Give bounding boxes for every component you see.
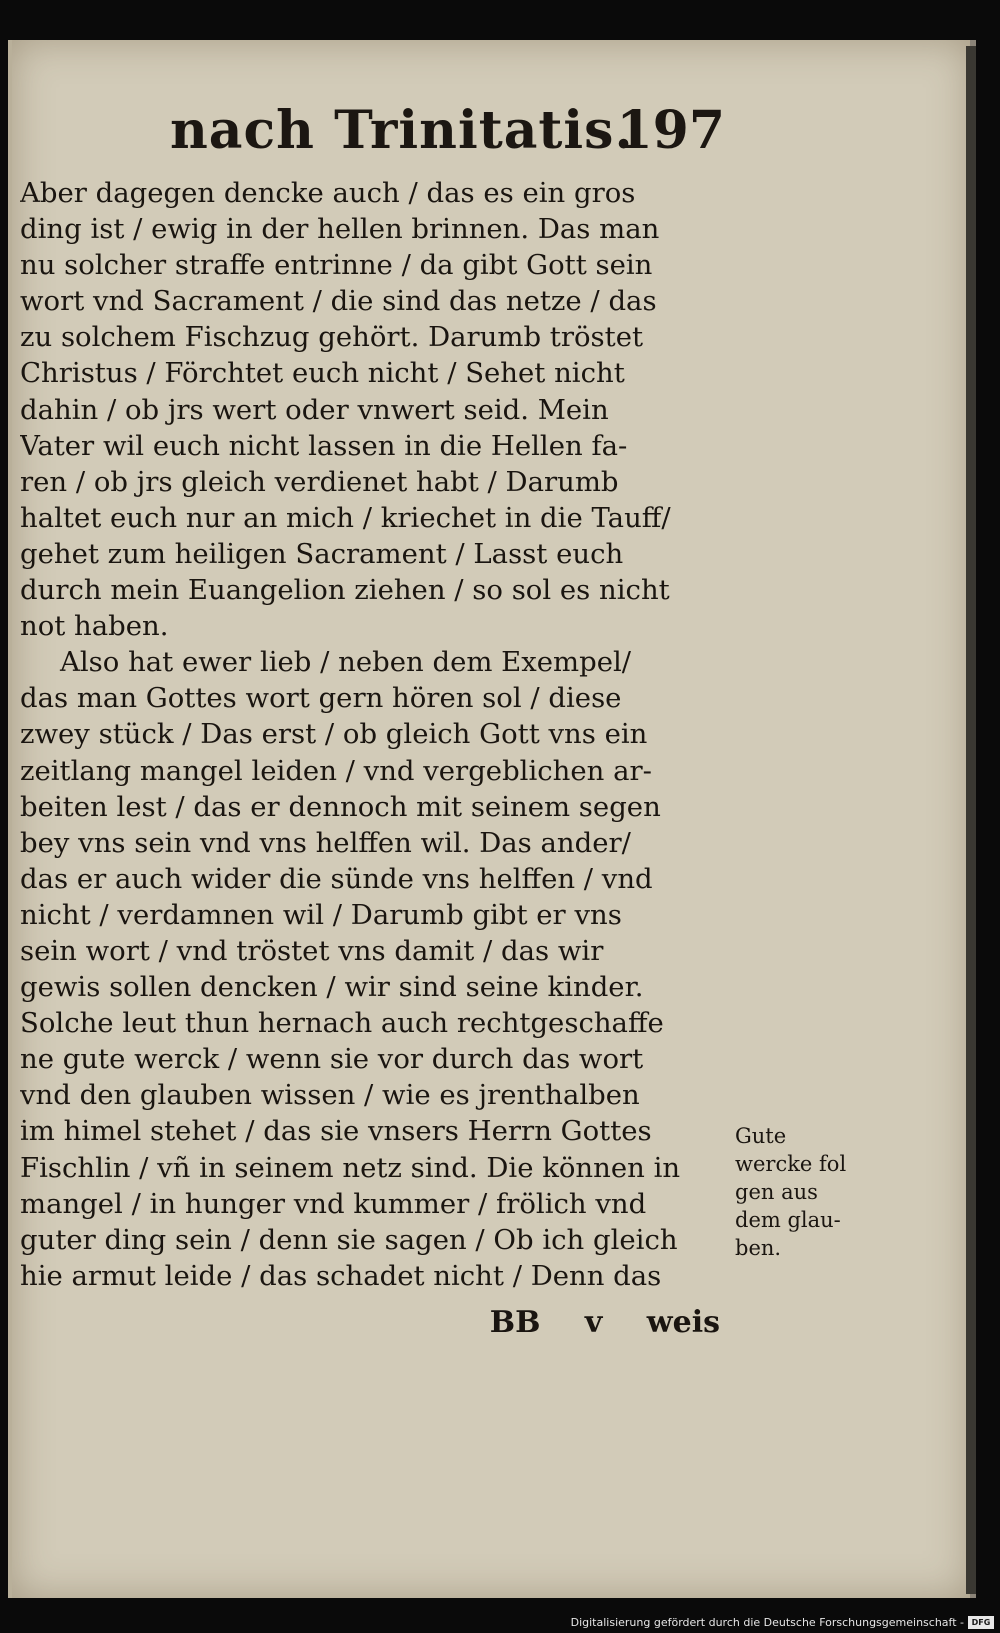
marginal-note-line: ben. [735, 1236, 782, 1260]
text-line: gehet zum heiligen Sacrament / Lasst euch [20, 537, 624, 570]
text-line: im himel stehet / das sie vnsers Herrn Gottes [20, 1115, 652, 1148]
text-line: ne gute werck / wenn sie vor durch das wort [20, 1043, 644, 1076]
footer-credit: Digitalisierung gefördert durch die Deutsche Forschungsgemeinschaft - [570, 1616, 964, 1629]
text-line: wort vnd Sacrament / die sind das netze / das [20, 285, 657, 318]
page-edge-shadow [966, 46, 976, 1594]
text-line: guter ding sein / denn sie sagen / Ob ich gleich [20, 1223, 678, 1256]
text-line: durch mein Euangelion ziehen / so sol es nicht [20, 574, 670, 607]
text-line: haltet euch nur an mich / kriechet in die Tauff/ [20, 501, 671, 534]
text-line: sein wort / vnd tröstet vns damit / das wir [20, 934, 604, 967]
marginal-note-line: Gute [735, 1124, 787, 1148]
text-line: Aber dagegen dencke auch / das es ein gros [20, 177, 636, 209]
text-line: Solche leut thun hernach auch rechtgeschaffe [20, 1007, 664, 1040]
marginal-note-line: wercke fol [735, 1152, 847, 1176]
text-line: zeitlang mangel leiden / vnd vergeblichen ar- [20, 754, 652, 787]
text-line: Christus / Förchtet euch nicht / Sehet nicht [20, 357, 625, 390]
text-line: das er auch wider die sünde vns helffen / vnd [20, 862, 653, 895]
body-text [20, 175, 720, 1294]
text-line: Vater wil euch nicht lassen in die Hellen fa- [20, 429, 628, 462]
text-line: gewis sollen dencken / wir sind seine kinder. [20, 971, 644, 1004]
marginal-note [735, 1122, 870, 1262]
text-line: zu solchem Fischzug gehört. Darumb tröstet [20, 321, 644, 354]
text-line: Also hat ewer lieb / neben dem Exempel/ [60, 646, 632, 679]
text-line: beiten lest / das er dennoch mit seinem segen [20, 790, 661, 823]
text-line: nu solcher straffe entrinne / da gibt Gott sein [20, 249, 653, 282]
footer-bar [0, 1613, 1000, 1633]
text-line: ding ist / ewig in der hellen brinnen. Das man [20, 213, 660, 246]
text-line: dahin / ob jrs wert oder vnwert seid. Mein [20, 393, 609, 426]
text-line: mangel / in hunger vnd kummer / frölich vnd [20, 1187, 647, 1220]
text-line: das man Gottes wort gern hören sol / diese [20, 682, 622, 715]
text-line: Fischlin / vñ in seinem netz sind. Die können in [20, 1151, 681, 1184]
text-line: bey vns sein vnd vns helffen wil. Das ander/ [20, 826, 631, 859]
catchword-signature: BB v weis [489, 1305, 720, 1340]
text-line: zwey stück / Das erst / ob gleich Gott vns ein [20, 718, 648, 751]
running-head: nach Trinitatis. [170, 100, 634, 161]
text-line: vnd den glauben wissen / wie es jrenthalben [20, 1079, 640, 1112]
text-line: nicht / verdamnen wil / Darumb gibt er vns [20, 898, 622, 931]
text-line: ren / ob jrs gleich verdienet habt / Darumb [20, 465, 619, 498]
text-line: not haben. [20, 610, 169, 643]
marginal-note-line: gen aus [735, 1180, 818, 1204]
page-number: 197 [616, 100, 725, 161]
dfg-logo: DFG [968, 1616, 994, 1629]
text-line: hie armut leide / das schadet nicht / Denn das [20, 1259, 662, 1292]
marginal-note-line: dem glau- [735, 1208, 841, 1232]
